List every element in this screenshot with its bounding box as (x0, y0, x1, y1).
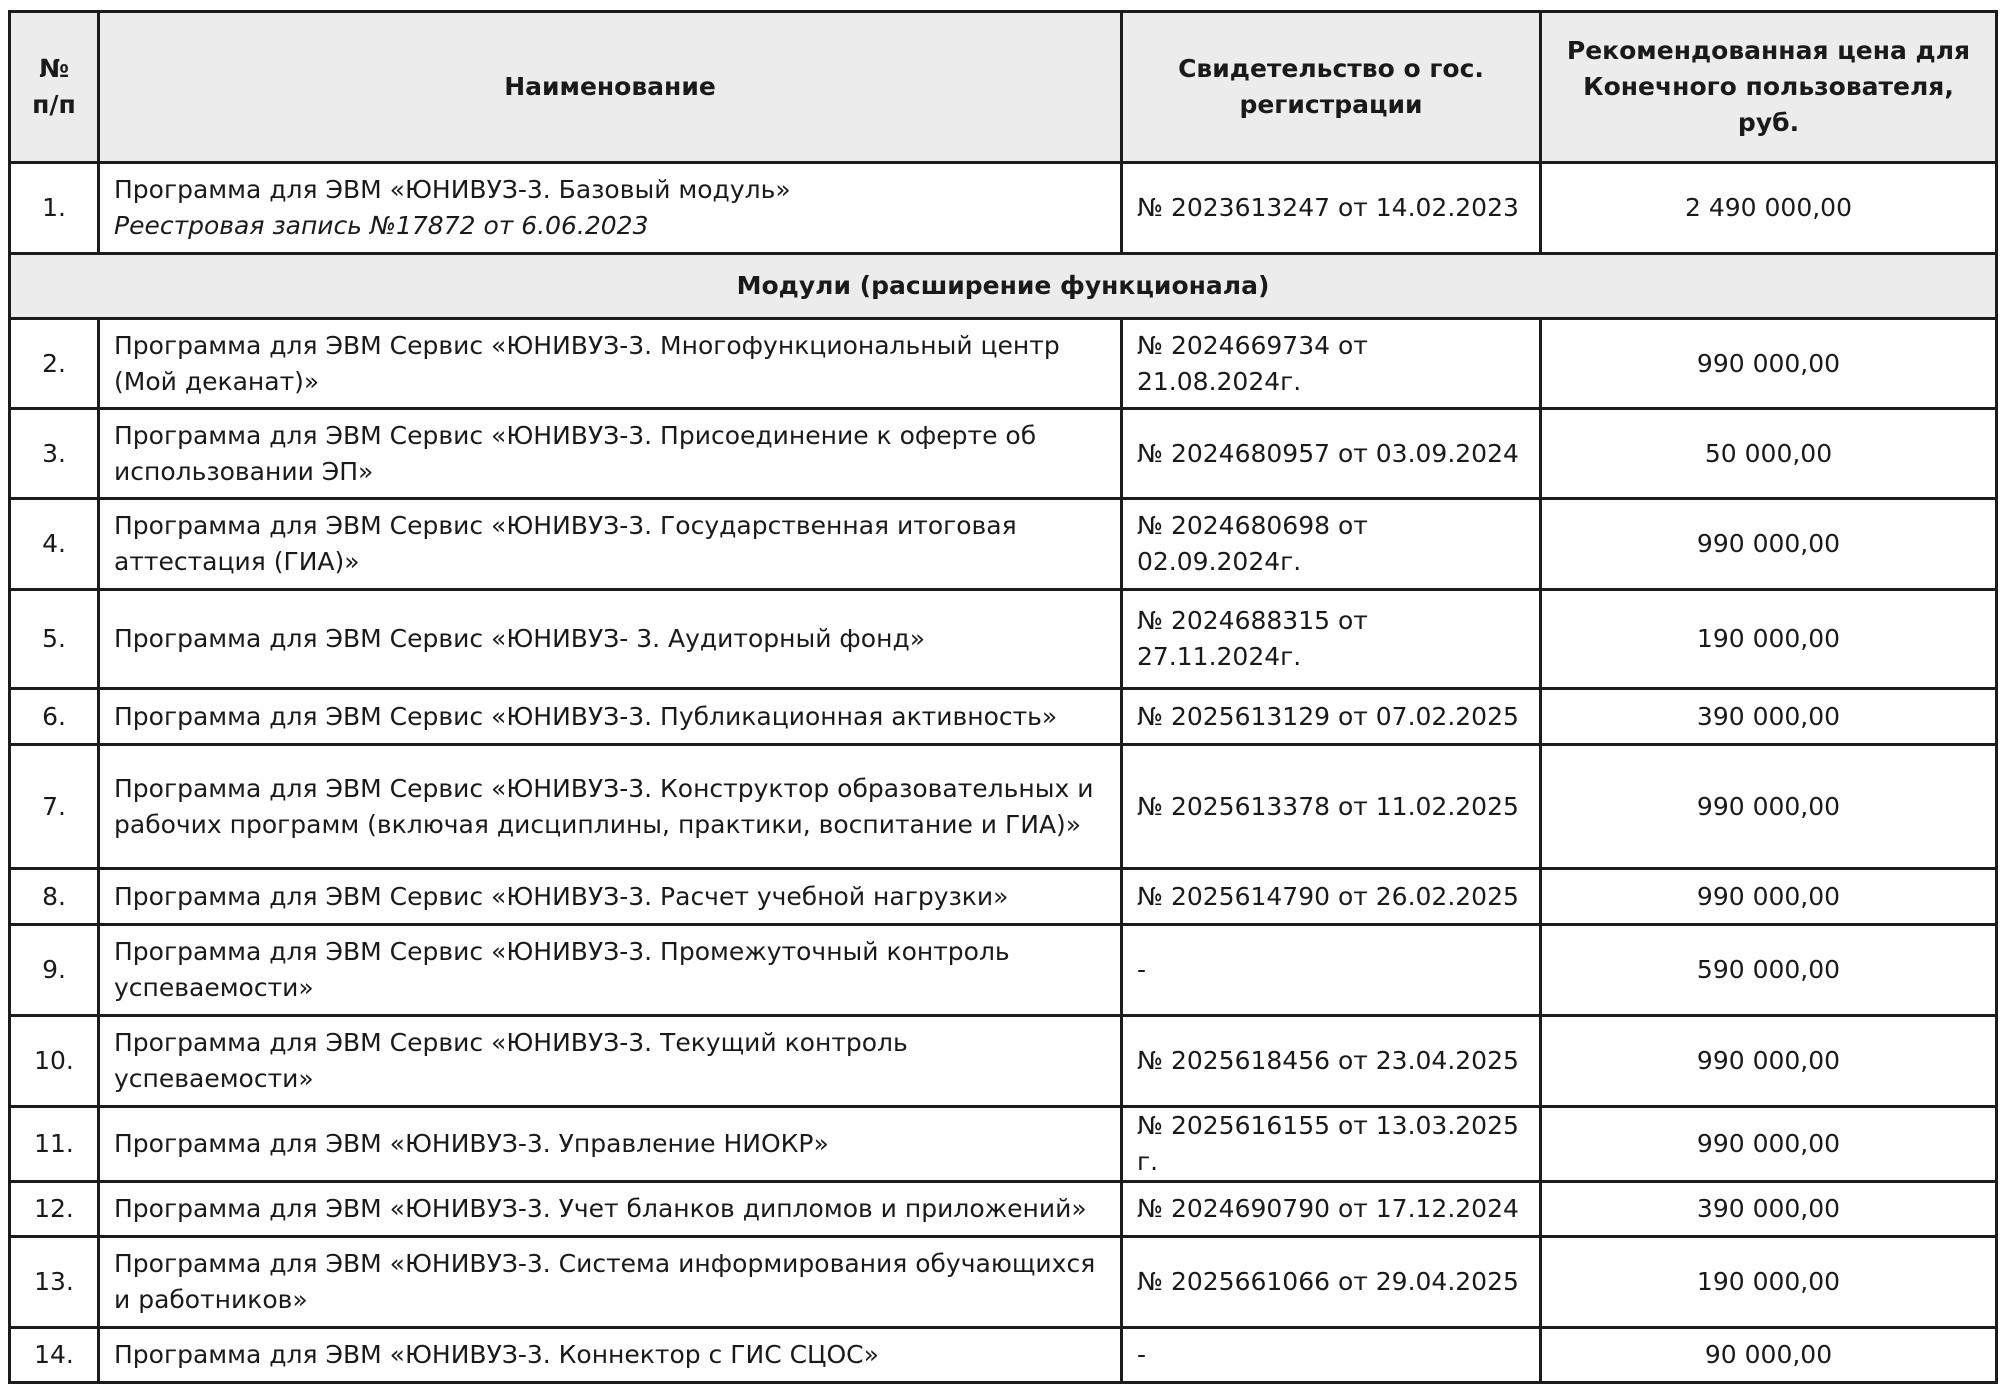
row-name: Программа для ЭВМ Сервис «ЮНИВУЗ-3. Конструктор образовательных и рабочих программ (включая дисциплины, практики, воспитание и ГИА)» (99, 745, 1122, 869)
table-row (10, 1328, 1997, 1383)
row-price: 990 000,00 (1541, 745, 1997, 869)
table-row (10, 869, 1997, 925)
table-row (10, 409, 1997, 499)
row-registration: № 2025618456 от 23.04.2025 (1122, 1016, 1541, 1107)
row-number: 4. (10, 499, 99, 590)
row-number: 1. (10, 163, 99, 254)
table-row (10, 499, 1997, 590)
table-row (10, 745, 1997, 869)
row-price: 50 000,00 (1541, 409, 1997, 499)
header-price: Рекомендованная цена для Конечного пользователя, руб. (1541, 12, 1997, 163)
row-number: 10. (10, 1016, 99, 1107)
row-price: 2 490 000,00 (1541, 163, 1997, 254)
row-number: 3. (10, 409, 99, 499)
row-registration: № 2025613378 от 11.02.2025 (1122, 745, 1541, 869)
row-number: 13. (10, 1237, 99, 1328)
row-price: 190 000,00 (1541, 590, 1997, 689)
row-price: 590 000,00 (1541, 925, 1997, 1016)
table-row (10, 1182, 1997, 1237)
row-price: 990 000,00 (1541, 869, 1997, 925)
row-number: 6. (10, 689, 99, 745)
row-registration: № 2024680957 от 03.09.2024 (1122, 409, 1541, 499)
row-number: 14. (10, 1328, 99, 1383)
row-price: 190 000,00 (1541, 1237, 1997, 1328)
row-number: 9. (10, 925, 99, 1016)
row-price: 990 000,00 (1541, 1016, 1997, 1107)
section-title: Модули (расширение функционала) (10, 254, 1997, 319)
row-number: 5. (10, 590, 99, 689)
section-row (10, 254, 1997, 319)
row-name-cell (99, 163, 1122, 254)
row-name: Программа для ЭВМ «ЮНИВУЗ-3. Система информирования обучающихся и работников» (99, 1237, 1122, 1328)
row-price: 90 000,00 (1541, 1328, 1997, 1383)
row-number: 11. (10, 1107, 99, 1182)
header-row (10, 12, 1997, 163)
row-registration: № 2024680698 от 02.09.2024г. (1122, 499, 1541, 590)
row-name: Программа для ЭВМ Сервис «ЮНИВУЗ-3. Промежуточный контроль успеваемости» (99, 925, 1122, 1016)
table-row (10, 1237, 1997, 1328)
row-name: Программа для ЭВМ Сервис «ЮНИВУЗ-3. Текущий контроль успеваемости» (99, 1016, 1122, 1107)
table-header (10, 12, 1997, 163)
table-body (10, 163, 1997, 1383)
table-row (10, 1107, 1997, 1182)
row-registration: № 2023613247 от 14.02.2023 (1122, 163, 1541, 254)
row-registration: № 2024669734 от 21.08.2024г. (1122, 319, 1541, 409)
row-number: 8. (10, 869, 99, 925)
row-name: Программа для ЭВМ Сервис «ЮНИВУЗ-3. Многофункциональный центр (Мой деканат)» (99, 319, 1122, 409)
row-registration: № 2025613129 от 07.02.2025 (1122, 689, 1541, 745)
row-registration: № 2025661066 от 29.04.2025 (1122, 1237, 1541, 1328)
row-price: 390 000,00 (1541, 1182, 1997, 1237)
registry-entry: Реестровая запись №17872 от 6.06.2023 (114, 211, 649, 240)
header-number: № п/п (10, 12, 99, 163)
header-registration: Свидетельство о гос. регистрации (1122, 12, 1541, 163)
table-row (10, 319, 1997, 409)
row-name: Программа для ЭВМ Сервис «ЮНИВУЗ-3. Государственная итоговая аттестация (ГИА)» (99, 499, 1122, 590)
table-row-base (10, 163, 1997, 254)
header-name: Наименование (99, 12, 1122, 163)
row-number: 12. (10, 1182, 99, 1237)
row-price: 990 000,00 (1541, 319, 1997, 409)
row-name: Программа для ЭВМ Сервис «ЮНИВУЗ-3. Расчет учебной нагрузки» (99, 869, 1122, 925)
table-row (10, 689, 1997, 745)
row-registration: - (1122, 925, 1541, 1016)
row-name: Программа для ЭВМ «ЮНИВУЗ-3. Коннектор с ГИС СЦОС» (99, 1328, 1122, 1383)
row-price: 990 000,00 (1541, 499, 1997, 590)
price-table (8, 10, 1998, 1384)
row-name: Программа для ЭВМ «ЮНИВУЗ-3. Базовый модуль» (114, 175, 791, 204)
row-registration: № 2024690790 от 17.12.2024 (1122, 1182, 1541, 1237)
table-row (10, 1016, 1997, 1107)
row-name: Программа для ЭВМ Сервис «ЮНИВУЗ-3. Публикационная активность» (99, 689, 1122, 745)
row-name: Программа для ЭВМ «ЮНИВУЗ-3. Учет бланков дипломов и приложений» (99, 1182, 1122, 1237)
row-price: 990 000,00 (1541, 1107, 1997, 1182)
row-registration: № 2025614790 от 26.02.2025 (1122, 869, 1541, 925)
table-row (10, 590, 1997, 689)
row-registration: - (1122, 1328, 1541, 1383)
row-name: Программа для ЭВМ Сервис «ЮНИВУЗ-3. Присоединение к оферте об использовании ЭП» (99, 409, 1122, 499)
row-number: 2. (10, 319, 99, 409)
row-price: 390 000,00 (1541, 689, 1997, 745)
row-name: Программа для ЭВМ «ЮНИВУЗ-3. Управление НИОКР» (99, 1107, 1122, 1182)
table-row (10, 925, 1997, 1016)
row-registration: № 2025616155 от 13.03.2025 г. (1122, 1107, 1541, 1182)
row-number: 7. (10, 745, 99, 869)
row-registration: № 2024688315 от 27.11.2024г. (1122, 590, 1541, 689)
row-name: Программа для ЭВМ Сервис «ЮНИВУЗ- 3. Аудиторный фонд» (99, 590, 1122, 689)
